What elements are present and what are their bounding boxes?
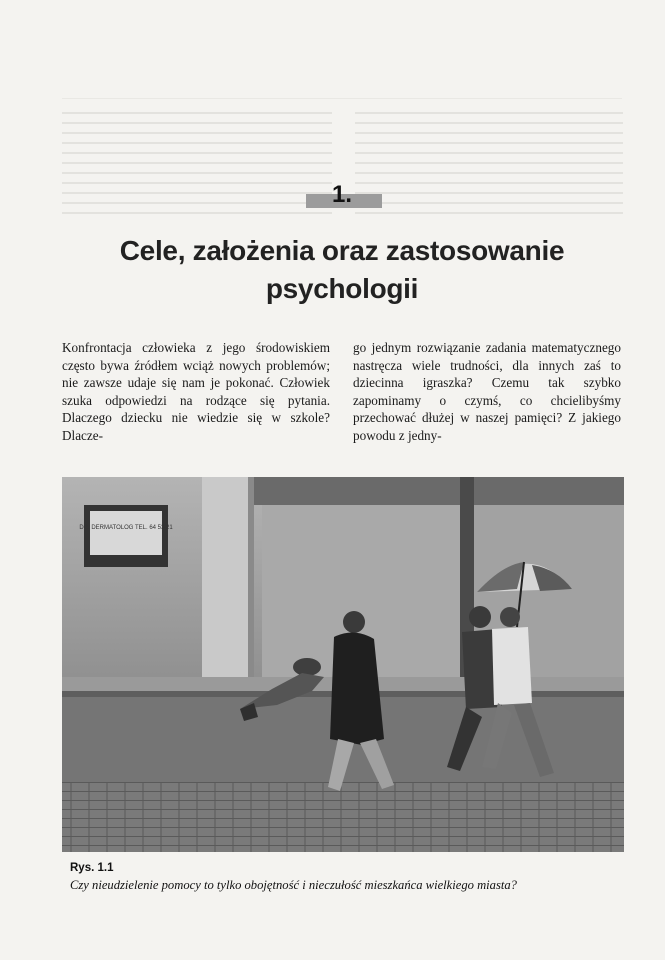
street-photo-illustration [62,477,624,852]
bleed-through-header [62,76,622,99]
street-photo [62,477,624,852]
sign-text: DR. DERMATOLOG TEL. 64 53 21 [79,525,173,531]
figure-caption: Czy nieudzielenie pomocy to tylko obojętność i nieczułość mieszkańca wielkiego miasta? [70,878,517,892]
figure-label: Rys. 1.1 [70,862,114,874]
bleed-through-text [62,112,332,222]
body-text-right: go jednym rozwiązanie zadania matematycznego nastręcza wiele trudności, dla innych zaś to dziecinna igraszka? Czemu tak szybko zapominamy o czymś, co chcielibyśmy przechować dłużej w naszej pamięci? Z jakiego powodu z jedny- [353,340,621,443]
chapter-number: 1. [302,180,382,210]
body-text-left: Konfrontacja człowieka z jego środowiskiem często bywa źródłem wciąż nowych problemów; nie zawsze udaje się nam je pokonać. Człowiek szuka odpowiedzi na rodzące się pytania. Dlaczego dziecku nie wiedzie się w szkole? Dlacze- [62,340,330,443]
chapter-title: Cele, założenia oraz zastosowanie psychologii [119,235,565,304]
bleed-through-text [355,112,623,222]
